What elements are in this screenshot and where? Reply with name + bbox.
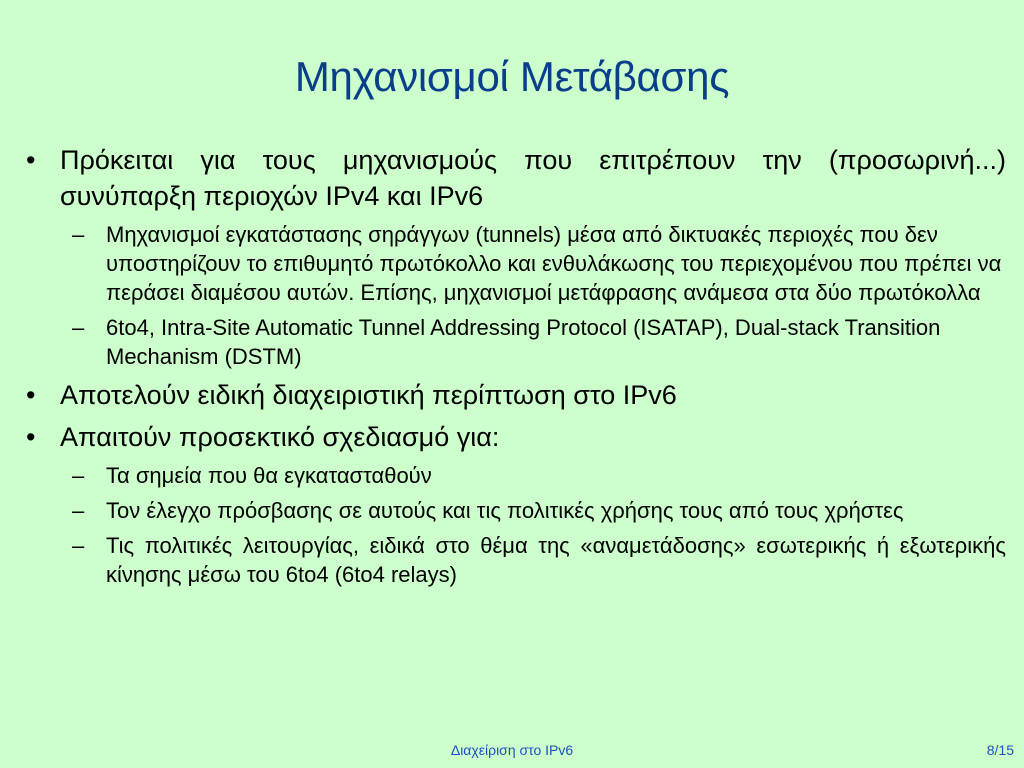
- sub-bullet-text: Τις πολιτικές λειτουργίας, ειδικά στο θέμα της «αναμετάδοσης» εσωτερικής ή εξωτερικής κίνησης μέσω του 6to4 (6to4 relays): [106, 533, 1006, 587]
- sub-bullet-item: [22, 531, 1006, 589]
- sub-bullet-item: [22, 313, 1006, 371]
- sub-bullet-marker: –: [72, 463, 85, 488]
- bullet-text: Πρόκειται για τους μηχανισμούς που επιτρέπουν την (προσωρινή...) συνύπαρξη περιοχών IPv4 και IPv6: [60, 145, 1006, 211]
- sub-bullet-marker: –: [72, 498, 85, 523]
- footer-title: Διαχείριση στο IPv6: [450, 742, 574, 758]
- sub-bullet-marker: –: [72, 315, 85, 340]
- sub-bullet-marker: –: [72, 533, 85, 558]
- slide-title: Μηχανισμοί Μετάβασης: [294, 53, 730, 100]
- bullet-marker: •: [26, 380, 36, 410]
- bullet-item: [22, 419, 1006, 455]
- sub-bullet-item: [22, 461, 1006, 490]
- bullet-text: Απαιτούν προσεκτικό σχεδιασμό για:: [60, 422, 500, 452]
- sub-bullet-text: 6to4, Intra-Site Automatic Tunnel Addressing Protocol (ISATAP), Dual-stack Transition Mechanism (DSTM): [106, 315, 941, 369]
- sub-bullet-item: [22, 496, 1006, 525]
- sub-bullet-marker: –: [72, 222, 85, 247]
- bullet-item: [22, 142, 1006, 214]
- bullet-text: Αποτελούν ειδική διαχειριστική περίπτωση στο IPv6: [60, 380, 677, 410]
- sub-bullet-text: Μηχανισμοί εγκατάστασης σηράγγων (tunnels) μέσα από δικτυακές περιοχές που δεν υποστηρίζουν το επιθυμητό πρωτόκολλο και ενθυλάκωσης του περιεχομένου που πρέπει να περάσει διαμέσου αυτών. Επίσης, μηχανισμοί μετάφρασης ανάμεσα στα δύο πρωτόκολλα: [106, 222, 1002, 305]
- sub-bullet-text: Τα σημεία που θα εγκατασταθούν: [106, 463, 432, 488]
- bullet-marker: •: [26, 422, 36, 452]
- sub-bullet-item: [22, 220, 1006, 307]
- bullet-item: [22, 377, 1006, 413]
- page-number: 8/15: [986, 742, 1014, 758]
- sub-bullet-text: Τον έλεγχο πρόσβασης σε αυτούς και τις πολιτικές χρήσης τους από τους χρήστες: [106, 498, 904, 523]
- bullet-marker: •: [26, 145, 36, 175]
- slide-content: [22, 142, 1006, 595]
